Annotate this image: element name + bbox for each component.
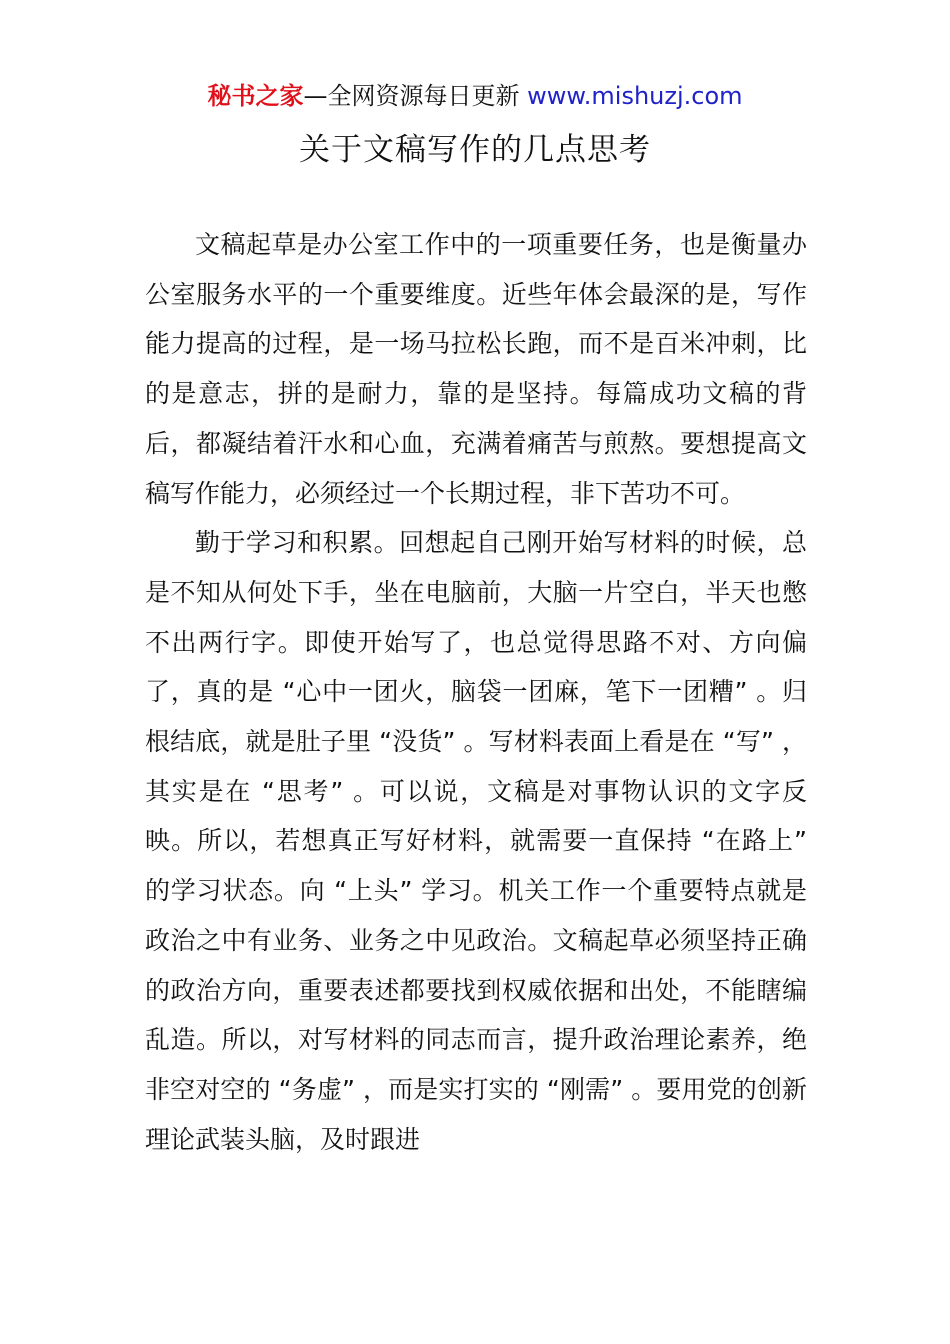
paragraph-study: 勤于学习和积累。回想起自己刚开始写材料的时候，总是不知从何处下手，坐在电脑前，大脑一片空白，半天也憋不出两行字。即使开始写了，也总觉得思路不对、方向偏了，真的是 “心中一团火，脑袋一团麻，笔下一团糟” 。归根结底，就是肚子里 “没货” 。写材料表面上看是在 “写” ，其实是在 “思考” 。可以说，文稿是对事物认识的文字反映。所以，若想真正写好材料，就需要一直保持 “在路上” 的学习状态。向 “上头” 学习。机关工作一个重要特点就是政治之中有业务、业务之中见政治。文稿起草必须坚持正确的政治方向，重要表述都要找到权威依据和出处，不能瞎编乱造。所以，对写材料的同志而言，提升政治理论素养，绝非空对空的 “务虚” ，而是实打实的 “刚需” 。要用党的创新理论武装头脑，及时跟进 — [145, 528, 807, 1154]
paragraph-intro: 文稿起草是办公室工作中的一项重要任务，也是衡量办公室服务水平的一个重要维度。近些年体会最深的是，写作能力提高的过程，是一场马拉松长跑，而不是百米冲刺，比的是意志，拼的是耐力，靠的是坚持。每篇成功文稿的背后，都凝结着汗水和心血，充满着痛苦与煎熬。要想提高文稿写作能力，必须经过一个长期过程，非下苦功不可。 — [145, 230, 807, 508]
site-url-link[interactable]: www.mishuzj.com — [527, 82, 743, 110]
site-header — [0, 78, 950, 114]
document-body — [145, 220, 807, 1164]
site-tagline: —全网资源每日更新 — [303, 82, 528, 110]
document-title: 关于文稿写作的几点思考 — [299, 132, 651, 168]
site-brand: 秘书之家 — [207, 82, 304, 110]
